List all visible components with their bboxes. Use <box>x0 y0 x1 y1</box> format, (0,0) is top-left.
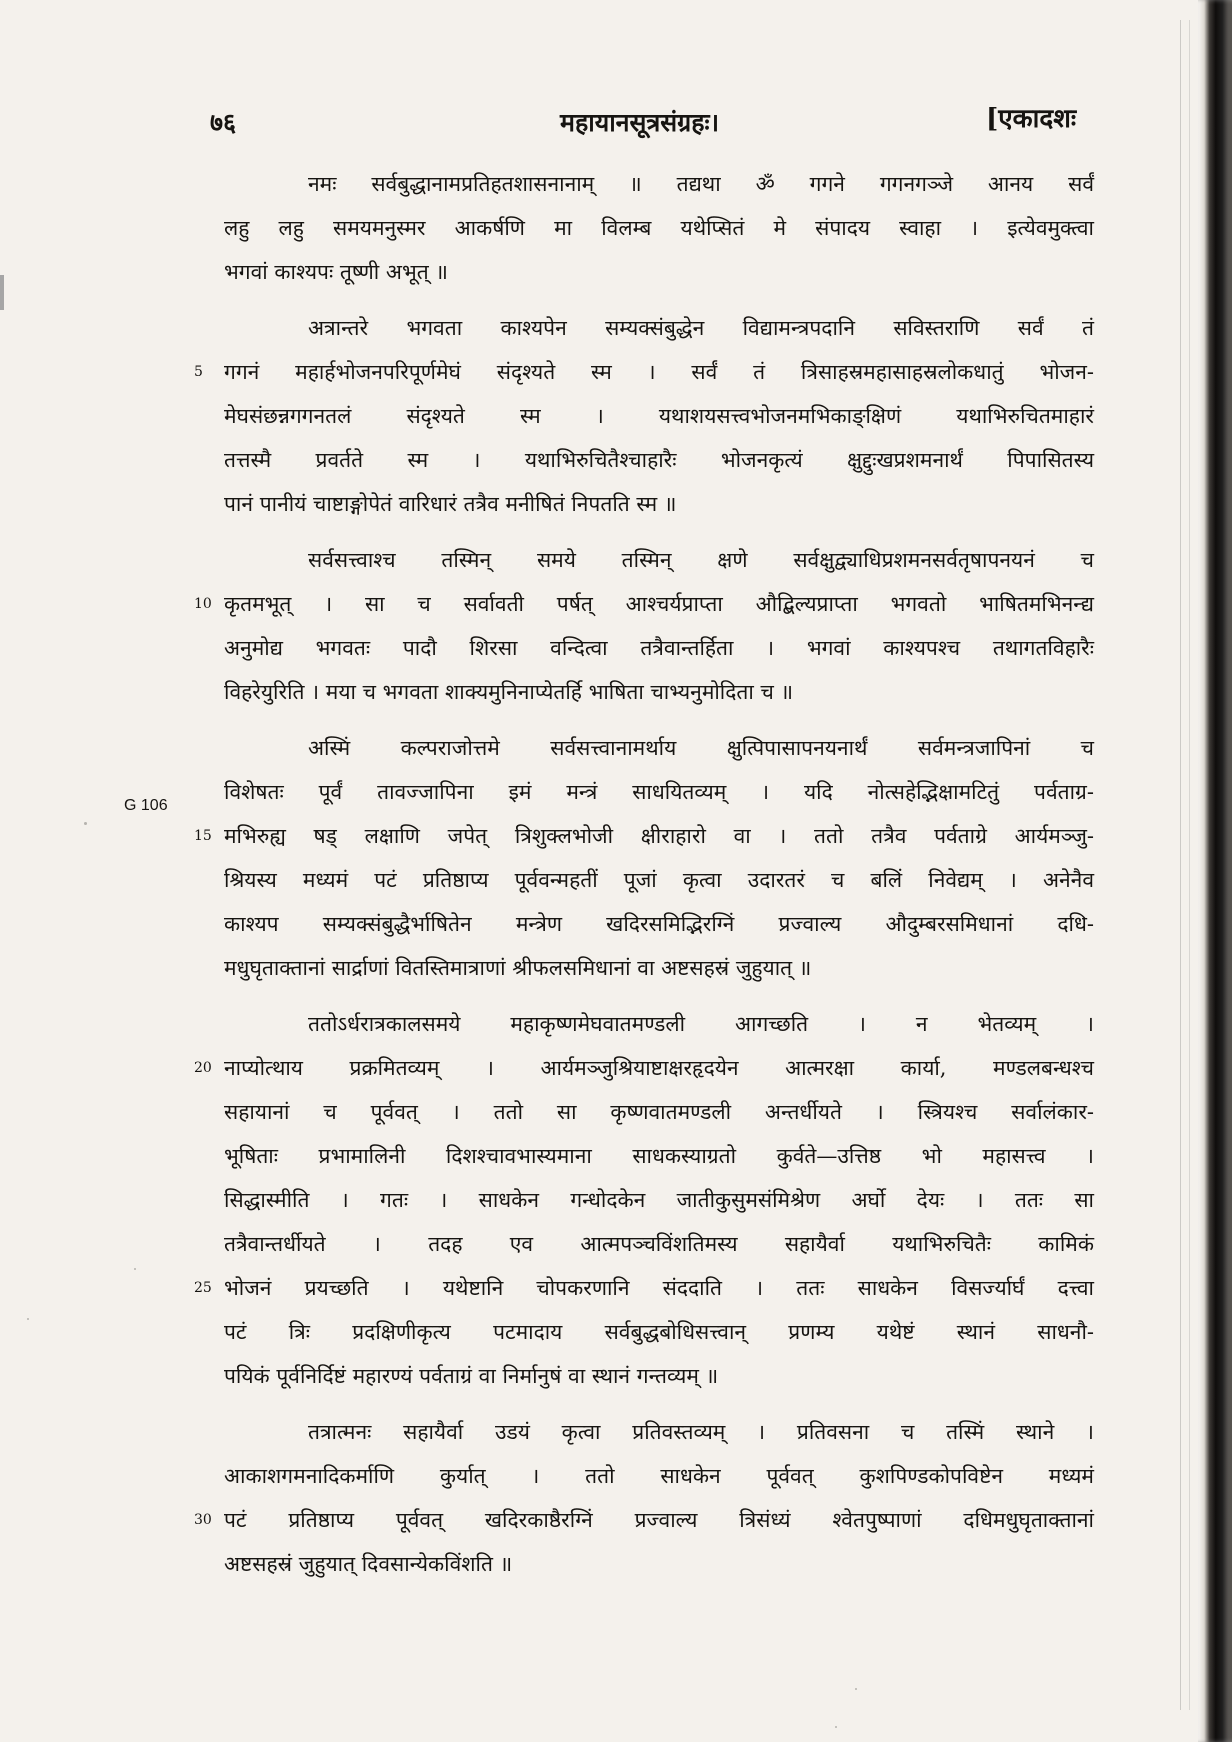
text-line: 25 भोजनं प्रयच्छति । यथेष्टानि चोपकरणानि संददाति । ततः साधकेन विसर्ज्यार्घं दत्त्वा <box>224 1266 1094 1310</box>
text-line: मधुघृताक्तानां सार्द्राणां वितस्तिमात्राणां श्रीफलसमिधानां वा अष्टसहस्रं जुहुयात् ॥ <box>224 956 812 980</box>
body-text <box>194 162 1094 1598</box>
running-title: महायानसूत्रसंग्रहः। <box>560 108 720 137</box>
book-binding-edge <box>1198 0 1232 1742</box>
text-line: तत्तस्मै प्रवर्तते स्म । यथाभिरुचितैश्चाहारैः भोजनकृत्यं क्षुद्दुःखप्रशमनार्थं पिपासितस्य <box>224 448 1094 472</box>
text-line: अत्रान्तरे भगवता काश्यपेन सम्यक्संबुद्धेन विद्यामन्त्रपदानि सविस्तराणि सर्वं तं <box>308 316 1094 340</box>
text-line: ततोऽर्धरात्रकालसमये महाकृष्णमेघवातमण्डली आगच्छति । न भेतव्यम् । <box>308 1012 1094 1036</box>
paper-speck <box>855 1688 857 1690</box>
paragraph-1 <box>224 162 1094 294</box>
text-line: लहु लहु समयमनुस्मर आकर्षणि मा विलम्ब यथेप्सितं मे संपादय स्वाहा । इत्येवमुक्त्वा <box>224 216 1094 240</box>
line-number: 5 <box>194 364 203 380</box>
text-line: तत्रैवान्तर्धीयते । तदह एव आत्मपञ्चविंशतिमस्य सहायैर्वा यथाभिरुचितैः कामिकं <box>224 1232 1094 1256</box>
margin-reference: G 106 <box>124 797 168 814</box>
text-line: भगवां काश्यपः तूष्णी अभूत् ॥ <box>224 260 448 284</box>
text-line: 5 गगनं महार्हभोजनपरिपूर्णमेघं संदृश्यते स्म । सर्वं तं त्रिसाहस्रमहासाहस्रलोकधातुं भोजन- <box>224 350 1094 394</box>
text-line: 30 पटं प्रतिष्ठाप्य पूर्ववत् खदिरकाष्ठैरग्निं प्रज्वाल्य त्रिसंध्यं श्वेतपुष्पाणां दधिमधुघृताक्तानां <box>224 1498 1094 1542</box>
text-line: पयिकं पूर्वनिर्दिष्टं महारण्यं पर्वताग्रं वा निर्मानुषं वा स्थानं गन्तव्यम् ॥ <box>224 1364 719 1388</box>
paragraph-2 <box>194 306 1094 526</box>
text-line: तत्रात्मनः सहायैर्वा उडयं कृत्वा प्रतिवस्तव्यम् । प्रतिवसना च तस्मिं स्थाने । <box>308 1420 1094 1444</box>
text-line: अस्मिं कल्पराजोत्तमे सर्वसत्त्वानामर्थाय क्षुत्पिपासापनयनार्थं सर्वमन्त्रजापिनां च <box>308 736 1094 760</box>
page-number: ७६ <box>210 108 237 137</box>
paper-speck <box>134 1268 136 1270</box>
line-number: 10 <box>194 596 212 612</box>
text-line: मेघसंछन्नगगनतलं संदृश्यते स्म । यथाशयसत्त्वभोजनमभिकाङ्क्षिणं यथाभिरुचितमाहारं <box>224 404 1094 428</box>
paper-speck <box>27 1318 29 1320</box>
text-line: 20 नाप्योत्थाय प्रक्रमितव्यम् । आर्यमञ्जुश्रियाष्टाक्षरहृदयेन आत्मरक्षा कार्या, मण्डलबन्धश्च <box>224 1046 1094 1090</box>
text-line: काश्यप सम्यक्संबुद्धैर्भाषितेन मन्त्रेण खदिरसमिद्भिरग्निं प्रज्वाल्य औदुम्बरसमिधानां दधि- <box>224 912 1094 936</box>
text-line: भूषिताः प्रभामालिनी दिशश्चावभास्यमाना साधकस्याग्रतो कुर्वते—उत्तिष्ठ भो महासत्त्व । <box>224 1144 1094 1168</box>
text-line: 10 कृतमभूत् । सा च सर्वावती पर्षत् आश्चर्यप्राप्ता औद्बिल्यप्राप्ता भगवतो भाषितमभिनन्द्य <box>224 582 1094 626</box>
line-number: 25 <box>194 1280 212 1296</box>
text-line: सहायानां च पूर्ववत् । ततो सा कृष्णवातमण्डली अन्तर्धीयते । स्त्रियश्च सर्वालंकार- <box>224 1100 1094 1124</box>
text-line: अष्टसहस्रं जुहुयात् दिवसान्येकविंशति ॥ <box>224 1552 513 1576</box>
text-line: 15 मभिरुह्य षड् लक्षाणि जपेत् त्रिशुक्लभोजी क्षीराहारो वा । ततो तत्रैव पर्वताग्रे आर्यमञ्जु- <box>224 814 1094 858</box>
line-number: 30 <box>194 1512 212 1528</box>
text-line: विशेषतः पूर्वं तावज्जापिना इमं मन्त्रं साधयितव्यम् । यदि नोत्सहेद्भिक्षामटितुं पर्वताग्र- <box>224 780 1094 804</box>
left-edge-mark <box>0 275 4 310</box>
text-line: पानं पानीयं चाष्टाङ्गोपेतं वारिधारं तत्रैव मनीषितं निपतति स्म ॥ <box>224 492 677 516</box>
paragraph-5 <box>194 1002 1094 1398</box>
text-line: श्रियस्य मध्यमं पटं प्रतिष्ठाप्य पूर्ववन्महतीं पूजां कृत्वा उदारतरं च बलिं निवेद्यम् । अनेनैव <box>224 868 1094 892</box>
paper-speck <box>84 822 87 825</box>
text-line: अनुमोद्य भगवतः पादौ शिरसा वन्दित्वा तत्रैवान्तर्हिता । भगवां काश्यपश्च तथागतविहारैः <box>224 636 1094 660</box>
paper-speck <box>835 1726 837 1728</box>
line-number: 15 <box>194 828 212 844</box>
paragraph-6 <box>194 1410 1094 1586</box>
text-line: विहरेयुरिति । मया च भगवता शाक्यमुनिनाप्येतर्हि भाषिता चाभ्यनुमोदिता च ॥ <box>224 680 794 704</box>
paragraph-4 <box>194 726 1094 990</box>
section-name: [एकादशः <box>986 104 1077 134</box>
text-line: सिद्धास्मीति । गतः । साधकेन गन्धोदकेन जातीकुसुमसंमिश्रेण अर्घो देयः । ततः सा <box>224 1188 1094 1212</box>
text-line: सर्वसत्त्वाश्च तस्मिन् समये तस्मिन् क्षणे सर्वक्षुद्व्याधिप्रशमनसर्वतृषापनयनं च <box>308 548 1094 572</box>
text-line: पटं त्रिः प्रदक्षिणीकृत्य पटमादाय सर्वबुद्धबोधिसत्त्वान् प्रणम्य यथेष्टं स्थानं साधनौ- <box>224 1320 1094 1344</box>
text-line: आकाशगमनादिकर्माणि कुर्यात् । ततो साधकेन पूर्ववत् कुशपिण्डकोपविष्टेन मध्यमं <box>224 1464 1094 1488</box>
paragraph-3 <box>194 538 1094 714</box>
binding-line <box>1180 20 1190 1710</box>
page-header <box>210 104 1120 150</box>
line-number: 20 <box>194 1060 212 1076</box>
text-line: नमः सर्वबुद्धानामप्रतिहतशासनानाम् ॥ तद्यथा ॐ गगने गगनगञ्जे आनय सर्वं <box>308 172 1094 196</box>
